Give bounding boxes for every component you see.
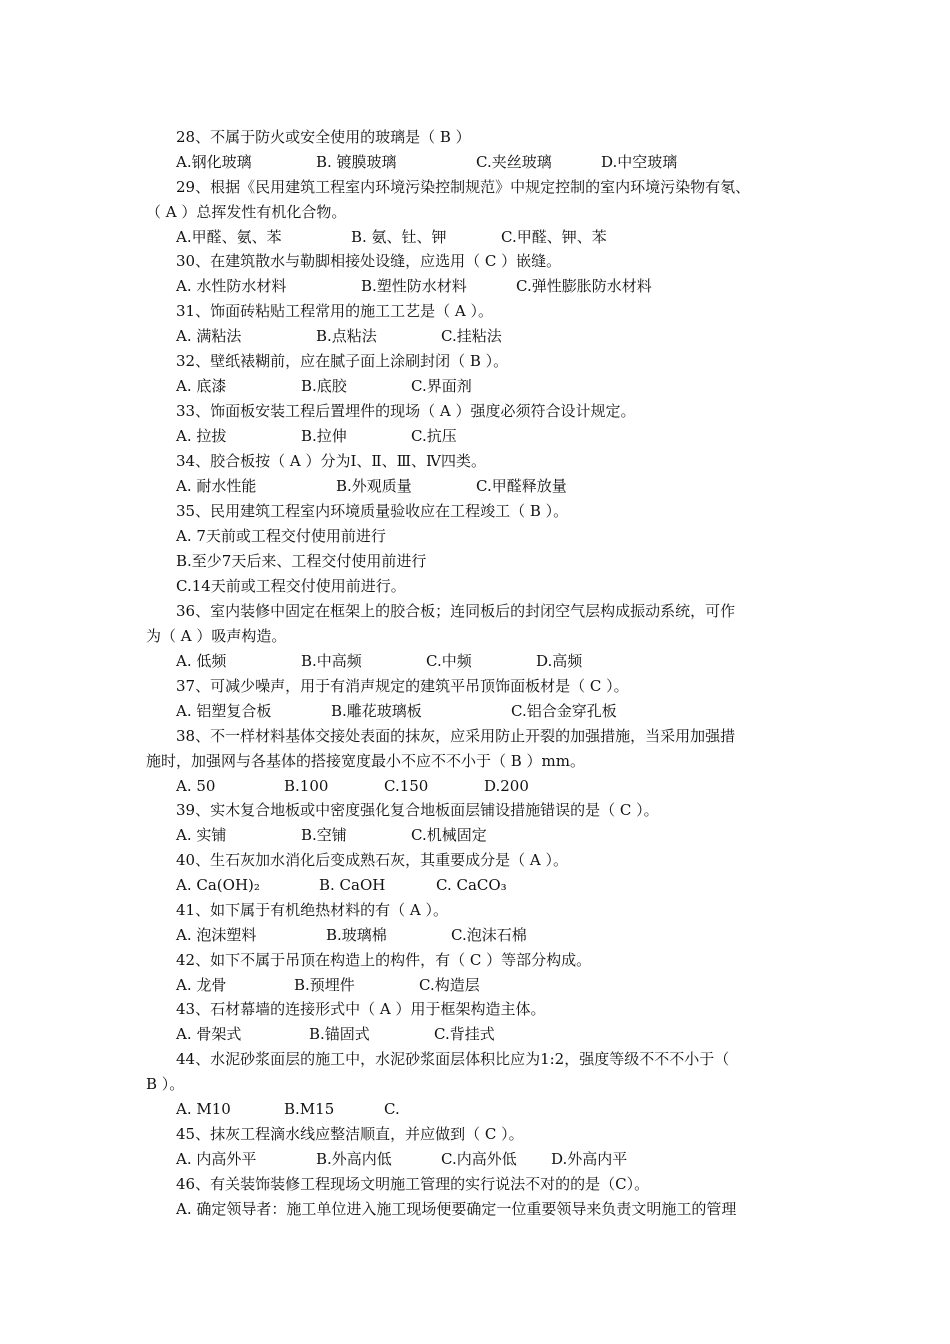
option-b-line: B.至少7天后来、工程交付使用前进行	[176, 552, 427, 570]
option-a: A. 泡沫塑料	[176, 926, 257, 944]
option-d: D.外高内平	[551, 1150, 628, 1168]
option-c: C.150	[384, 777, 429, 795]
option-a: A. 内高外平	[176, 1150, 257, 1168]
option-b: B.雕花玻璃板	[331, 702, 422, 720]
option-c: C.抗压	[411, 427, 457, 445]
options-31	[146, 326, 846, 346]
options-30	[146, 276, 846, 296]
options-33	[146, 426, 846, 446]
option-a: A. 满粘法	[176, 327, 242, 345]
question-46: 46、有关装饰装修工程现场文明施工管理的实行说法不对的的是（C）。	[176, 1175, 650, 1193]
option-a: A. 骨架式	[176, 1025, 242, 1043]
options-29	[146, 227, 846, 247]
question-45: 45、抹灰工程滴水线应整洁顺直，并应做到（ C ）。	[176, 1125, 524, 1143]
question-43: 43、石材幕墙的连接形式中（ A ）用于框架构造主体。	[176, 1000, 546, 1018]
question-40: 40、生石灰加水消化后变成熟石灰，其重要成分是（ A ）。	[176, 851, 568, 869]
question-30: 30、在建筑散水与勒脚相接处设缝，应选用（ C ）嵌缝。	[176, 252, 562, 270]
option-d: D.200	[484, 777, 529, 795]
options-37	[146, 701, 846, 721]
option-c: C.中频	[426, 652, 472, 670]
options-40	[146, 875, 846, 895]
option-c: C.机械固定	[411, 826, 487, 844]
options-32	[146, 376, 846, 396]
option-b: B.底胶	[301, 377, 347, 395]
option-b: B.空铺	[301, 826, 347, 844]
option-a: A. 耐水性能	[176, 477, 257, 495]
option-a: A. 50	[176, 777, 216, 795]
question-38: 38、不一样材料基体交接处表面的抹灰，应采用防止开裂的加强措施，当采用加强措	[176, 727, 736, 745]
question-28: 28、不属于防火或安全使用的玻璃是（ B ）	[176, 128, 471, 146]
options-42	[146, 975, 846, 995]
options-39	[146, 825, 846, 845]
question-39: 39、实木复合地板或中密度强化复合地板面层铺设措施错误的是（ C ）。	[176, 801, 659, 819]
option-c: C.内高外低	[441, 1150, 517, 1168]
option-c-line: C.14天前或工程交付使用前进行。	[176, 577, 406, 595]
option-d: D.高频	[536, 652, 583, 670]
question-36-cont: 为（ A ）吸声构造。	[146, 627, 287, 645]
option-c: C.界面剂	[411, 377, 472, 395]
option-b: B.中高频	[301, 652, 362, 670]
option-b: B.拉伸	[301, 427, 347, 445]
question-32: 32、壁纸裱糊前，应在腻子面上涂刷封闭（ B ）。	[176, 352, 509, 370]
option-b: B. 镀膜玻璃	[316, 153, 397, 171]
option-a: A. 水性防水材料	[176, 277, 287, 295]
option-a: A. 龙骨	[176, 976, 227, 994]
option-b: B.锚固式	[309, 1025, 370, 1043]
options-44	[146, 1099, 846, 1119]
question-44-cont: B ）。	[146, 1075, 185, 1093]
question-29: 29、根据《民用建筑工程室内环境污染控制规范》中规定控制的室内环境污染物有氡、	[176, 178, 751, 196]
question-31: 31、饰面砖粘贴工程常用的施工工艺是（ A ）。	[176, 302, 493, 320]
option-a: A. 拉拔	[176, 427, 227, 445]
option-b: B.玻璃棉	[326, 926, 387, 944]
option-b: B. CaOH	[319, 876, 386, 894]
option-c: C. CaCO₃	[436, 876, 507, 894]
option-a-line: A. 7天前或工程交付使用前进行	[176, 527, 386, 545]
options-45	[146, 1149, 846, 1169]
option-a: A.甲醛、氨、苯	[176, 228, 282, 246]
question-42: 42、如下不属于吊顶在构造上的构件，有（ C ）等部分构成。	[176, 951, 592, 969]
option-a-line: A. 确定领导者：施工单位进入施工现场便要确定一位重要领导来负责文明施工的管理	[176, 1200, 737, 1218]
option-a: A. M10	[176, 1100, 231, 1118]
option-c: C.构造层	[419, 976, 480, 994]
option-d: D.中空玻璃	[601, 153, 678, 171]
options-38	[146, 776, 846, 796]
options-28	[146, 152, 846, 172]
question-44: 44、水泥砂浆面层的施工中，水泥砂浆面层体积比应为1:2，强度等级不不不小于（	[176, 1050, 730, 1068]
option-b: B. 氨、钍、钾	[351, 228, 447, 246]
option-a: A. 铝塑复合板	[176, 702, 272, 720]
option-a: A. 底漆	[176, 377, 227, 395]
question-29-cont: （ A ）总挥发性有机化合物。	[146, 203, 347, 221]
options-41	[146, 925, 846, 945]
question-34: 34、胶合板按（ A ）分为Ⅰ、Ⅱ、Ⅲ、Ⅳ四类。	[176, 452, 487, 470]
option-c: C.泡沫石棉	[451, 926, 527, 944]
question-35: 35、民用建筑工程室内环境质量验收应在工程竣工（ B ）。	[176, 502, 569, 520]
option-c: C.铝合金穿孔板	[511, 702, 617, 720]
option-b: B.预埋件	[294, 976, 355, 994]
option-a: A. Ca(OH)₂	[176, 876, 260, 894]
option-c: C.	[384, 1100, 400, 1118]
option-c: C.弹性膨胀防水材料	[516, 277, 652, 295]
option-c: C.夹丝玻璃	[476, 153, 552, 171]
option-a: A. 实铺	[176, 826, 227, 844]
options-34	[146, 476, 846, 496]
option-b: B.外观质量	[336, 477, 412, 495]
option-b: B.点粘法	[316, 327, 377, 345]
options-43	[146, 1024, 846, 1044]
option-a: A. 低频	[176, 652, 227, 670]
option-c: C.甲醛、钾、苯	[501, 228, 607, 246]
option-c: C.甲醛释放量	[476, 477, 567, 495]
option-b: B.外高内低	[316, 1150, 392, 1168]
option-b: B.100	[284, 777, 329, 795]
question-37: 37、可减少噪声，用于有消声规定的建筑平吊顶饰面板材是（ C ）。	[176, 677, 629, 695]
question-33: 33、饰面板安装工程后置埋件的现场（ A ）强度必须符合设计规定。	[176, 402, 636, 420]
question-41: 41、如下属于有机绝热材料的有（ A ）。	[176, 901, 448, 919]
option-b: B.M15	[284, 1100, 335, 1118]
question-36: 36、室内装修中固定在框架上的胶合板；连同板后的封闭空气层构成振动系统，可作	[176, 602, 736, 620]
option-b: B.塑性防水材料	[361, 277, 467, 295]
option-c: C.挂粘法	[441, 327, 502, 345]
options-36	[146, 651, 846, 671]
question-38-cont: 施时，加强网与各基体的搭接宽度最小不应不不小于（ B ）mm。	[146, 752, 586, 770]
option-c: C.背挂式	[434, 1025, 495, 1043]
option-a: A.钢化玻璃	[176, 153, 252, 171]
